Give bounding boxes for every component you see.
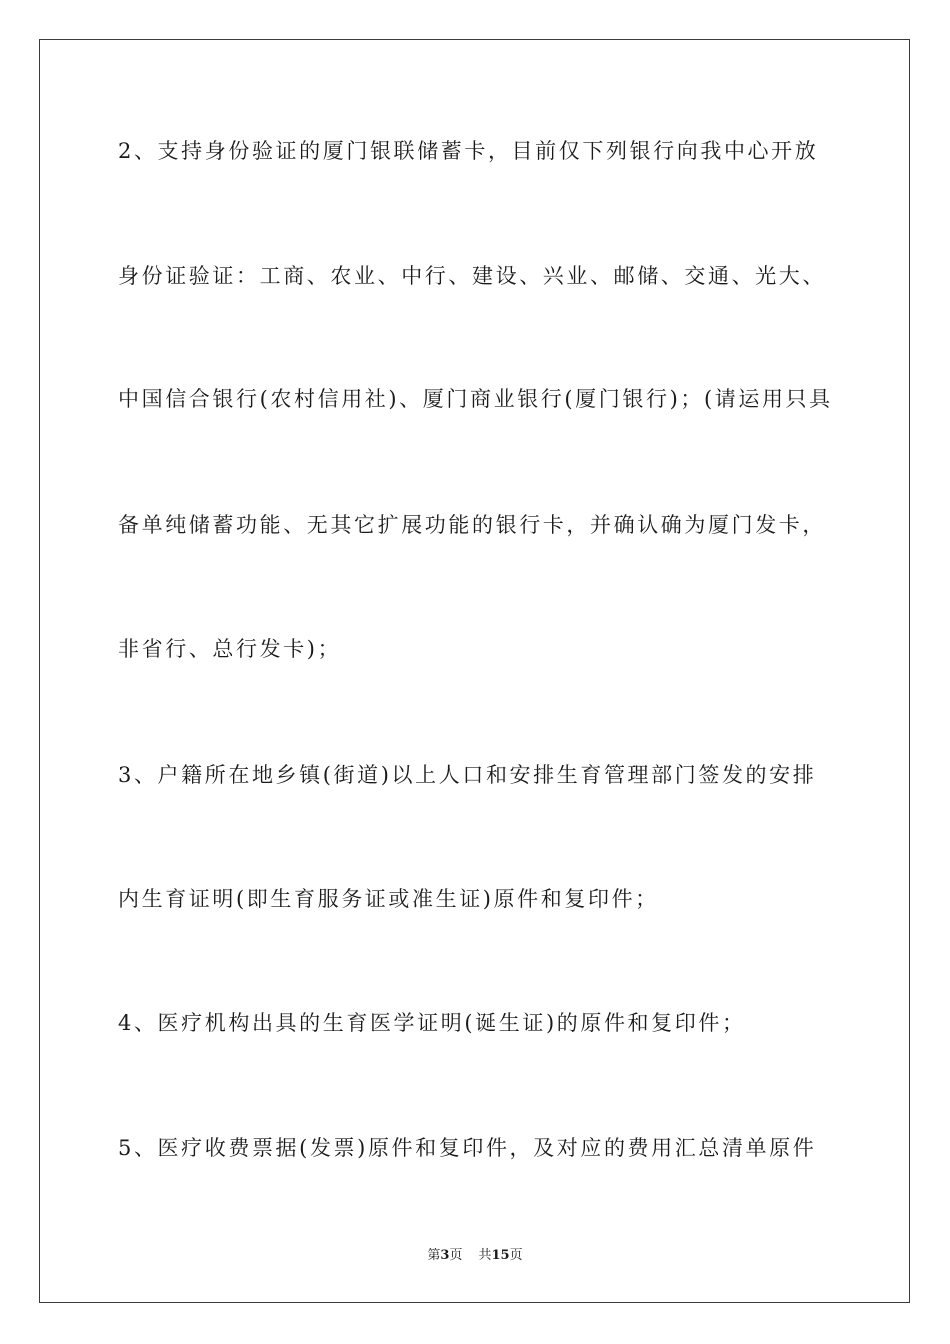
page-footer (0, 1247, 950, 1265)
total-page-count: 15 (491, 1248, 510, 1263)
text-line-8: 4、医疗机构出具的生育医学证明(诞生证)的原件和复印件； (118, 1011, 746, 1035)
page-border (39, 39, 910, 1303)
total-label-prefix: 共 (478, 1248, 492, 1263)
text-line-4: 备单纯储蓄功能、无其它扩展功能的银行卡，并确认确为厦门发卡， (118, 513, 826, 537)
text-line-7: 内生育证明(即生育服务证或准生证)原件和复印件； (118, 887, 659, 911)
text-line-1: 2、支持身份验证的厦门银联储蓄卡，目前仅下列银行向我中心开放 (118, 139, 819, 163)
page-label-prefix: 第 (427, 1248, 441, 1263)
text-line-9: 5、医疗收费票据(发票)原件和复印件，及对应的费用汇总清单原件 (118, 1136, 817, 1160)
page-label-suffix: 页 (449, 1248, 463, 1263)
text-line-5: 非省行、总行发卡)； (118, 637, 342, 661)
current-page-number: 3 (440, 1248, 450, 1263)
text-line-6: 3、户籍所在地乡镇(街道)以上人口和安排生育管理部门签发的安排 (118, 763, 817, 787)
text-line-3: 中国信合银行(农村信用社)、厦门商业银行(厦门银行)；(请运用只具 (118, 387, 833, 411)
text-line-2: 身份证验证：工商、农业、中行、建设、兴业、邮储、交通、光大、 (118, 264, 826, 288)
total-label-suffix: 页 (509, 1248, 523, 1263)
